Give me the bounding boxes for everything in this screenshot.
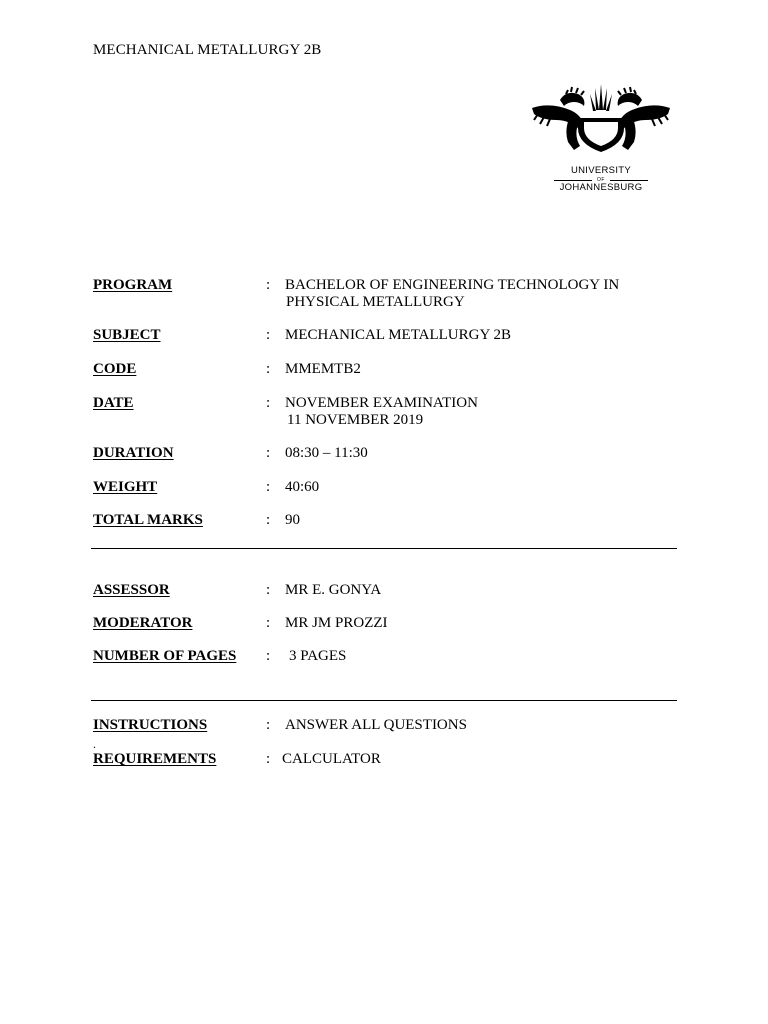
assessor-label: ASSESSOR	[93, 582, 170, 598]
subject-colon: :	[266, 327, 271, 343]
duration-value: 08:30 – 11:30	[285, 445, 368, 461]
instructions-value: ANSWER ALL QUESTIONS	[285, 717, 467, 733]
logo-divider-right	[610, 180, 648, 181]
university-crest-icon	[530, 80, 672, 160]
stray-period: .	[93, 737, 96, 751]
logo-text-johannesburg: JOHANNESBURG	[559, 182, 643, 193]
number-of-pages-value: 3 PAGES	[289, 648, 347, 664]
assessor-colon: :	[266, 582, 271, 598]
moderator-value: MR JM PROZZI	[285, 615, 388, 631]
subject-value: MECHANICAL METALLURGY 2B	[285, 327, 512, 343]
number-of-pages-label: NUMBER OF PAGES	[93, 648, 237, 664]
date-value-line1: NOVEMBER EXAMINATION	[285, 395, 478, 411]
instructions-label: INSTRUCTIONS	[93, 717, 208, 733]
program-colon: :	[266, 277, 271, 293]
weight-label: WEIGHT	[93, 479, 158, 495]
code-colon: :	[266, 361, 271, 377]
section-divider	[91, 700, 677, 701]
requirements-label: REQUIREMENTS	[93, 751, 217, 767]
weight-value: 40:60	[285, 479, 320, 495]
requirements-value: CALCULATOR	[282, 751, 381, 767]
duration-label: DURATION	[93, 445, 174, 461]
program-value-line2: PHYSICAL METALLURGY	[286, 294, 465, 310]
moderator-label: MODERATOR	[93, 615, 193, 631]
university-logo	[530, 80, 672, 195]
section-divider	[91, 548, 677, 549]
date-label: DATE	[93, 395, 134, 411]
program-value-line1: BACHELOR OF ENGINEERING TECHNOLOGY IN	[285, 277, 620, 293]
date-colon: :	[266, 395, 271, 411]
weight-colon: :	[266, 479, 271, 495]
code-label: CODE	[93, 361, 137, 377]
logo-text-university: UNIVERSITY	[570, 165, 631, 176]
assessor-value: MR E. GONYA	[285, 582, 382, 598]
document-header: MECHANICAL METALLURGY 2B	[93, 42, 322, 58]
program-label: PROGRAM	[93, 277, 173, 293]
number-of-pages-colon: :	[266, 648, 271, 664]
total-marks-label: TOTAL MARKS	[93, 512, 203, 528]
total-marks-colon: :	[266, 512, 271, 528]
subject-label: SUBJECT	[93, 327, 161, 343]
requirements-colon: :	[266, 751, 271, 767]
instructions-colon: :	[266, 717, 271, 733]
total-marks-value: 90	[285, 512, 300, 528]
date-value-line2: 11 NOVEMBER 2019	[287, 412, 424, 428]
code-value: MMEMTB2	[285, 361, 361, 377]
moderator-colon: :	[266, 615, 271, 631]
duration-colon: :	[266, 445, 271, 461]
logo-text-of: OF	[597, 177, 605, 183]
